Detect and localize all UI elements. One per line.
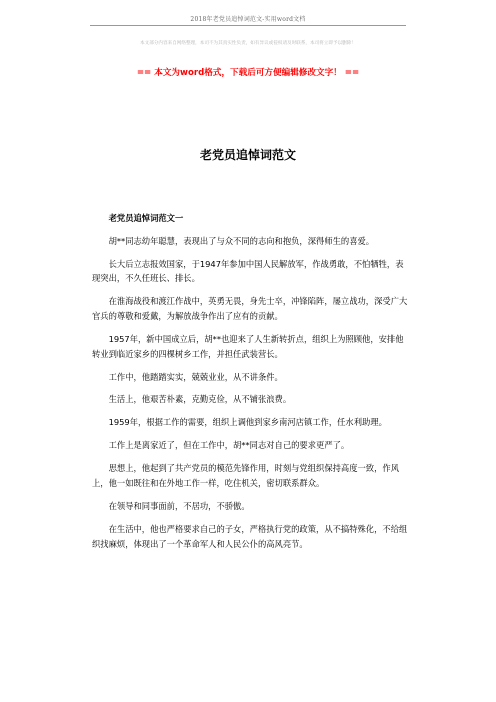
paragraph: 在淮海战役和渡江作战中，英勇无畏，身先士卒，冲锋陷阵，屡立战功，深受广大官兵的尊敬和爱戴，为解放战争作出了应有的贡献。 — [92, 296, 408, 321]
paragraph: 工作中，他踏踏实实，兢兢业业，从不讲条件。 — [108, 371, 283, 382]
section-heading: 老党员追悼词范文一 — [108, 213, 184, 223]
word-format-banner: == 本文为word格式，下载后可方便编辑修改文字！ == — [136, 68, 360, 78]
paragraph: 长大后立志报效国家，于1947年参加中国人民解放军，作战勇敢，不怕牺牲，表现突出，不久任班长、排长。 — [92, 258, 404, 284]
paragraph: 生活上，他艰苦朴素，克勤克俭，从不铺张浪费。 — [108, 394, 292, 405]
document-title: 老党员追悼词范文 — [199, 148, 296, 162]
paragraph: 1959年，根据工作的需要，组织上调他到家乡南河店镇工作，任水利助理。 — [108, 417, 387, 428]
paragraph: 1957年，新中国成立后，胡**也迎来了人生新转折点，组织上为照顾他，安排他转业到临近家乡的四棵树乡工作，并担任武装营长。 — [92, 333, 404, 359]
paragraph: 工作上是离家近了，但在工作中，胡**同志对自己的要求更严了。 — [108, 440, 350, 451]
paragraph: 在生活中，他也严格要求自己的子女，严格执行党的政策，从不搞特殊化，不给组织找麻烦，体现出了一个革命军人和人民公仆的高风亮节。 — [92, 524, 408, 549]
paragraph: 思想上，他起到了共产党员的模范先锋作用，时刻与党组织保持高度一致，作风上，他一如既往和在外地工作一样，吃住机关，密切联系群众。 — [92, 463, 399, 489]
document-body — [92, 211, 408, 551]
header-divider — [90, 25, 406, 26]
page-header-title: 2018年老党员追悼词范文-实用word文档 — [190, 16, 306, 23]
paragraph: 胡**同志幼年聪慧，表现出了与众不同的志向和抱负，深得师生的喜爱。 — [108, 235, 375, 246]
paragraph: 在领导和同事面前，不居功，不骄傲。 — [108, 501, 250, 512]
disclaimer-text: 本文部分内容来自网络整理，本司不为其真实性负责，如有异议或侵权请及时联系，本司将立即予以删除！ — [140, 41, 356, 46]
